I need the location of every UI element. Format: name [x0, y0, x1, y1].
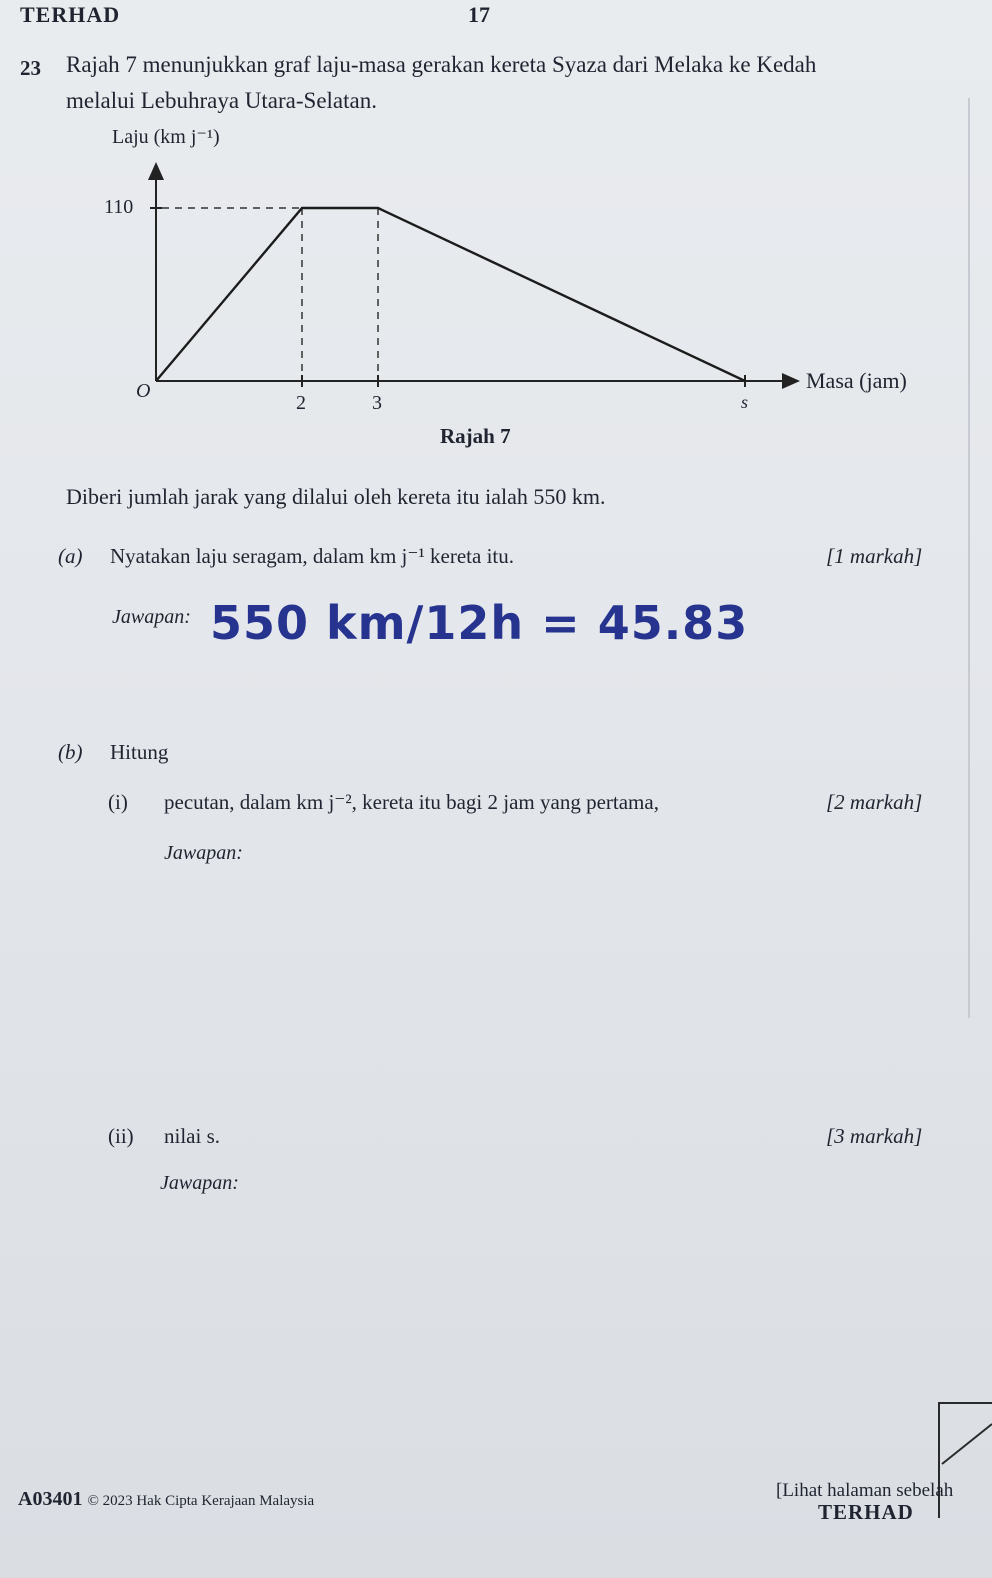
x-tick-label-3: 3 [372, 392, 382, 414]
y-tick-label-110: 110 [104, 196, 134, 218]
speed-line [156, 208, 745, 381]
x-tick-label-2: 2 [296, 392, 306, 414]
x-tick-label-s: s [741, 392, 749, 412]
x-axis-label: Masa (jam) [806, 368, 907, 393]
part-b-i-marks: [2 markah] [826, 790, 923, 814]
header-classification: TERHAD [20, 2, 121, 27]
part-b-i-text: pecutan, dalam km j⁻², kereta itu bagi 2 jam yang pertama, [164, 790, 659, 814]
part-b-ii-label: (ii) [108, 1124, 134, 1148]
copyright-text: © 2023 Hak Cipta Kerajaan Malaysia [87, 1493, 315, 1509]
question-text-line-1: Rajah 7 menunjukkan graf laju-masa gerakan kereta Syaza dari Melaka ke Kedah [66, 52, 817, 77]
y-axis-label: Laju (km j⁻¹) [112, 126, 220, 148]
paper-code: A03401 [18, 1488, 83, 1510]
footer-copyright-line [18, 1488, 314, 1511]
part-a-label: (a) [58, 544, 83, 568]
next-page-note: [Lihat halaman sebelah [776, 1480, 954, 1501]
part-a-text: Nyatakan laju seragam, dalam km j⁻¹ kereta itu. [110, 544, 514, 568]
part-a-handwritten-answer: 550 km/12h = 45.83 [210, 596, 749, 650]
part-b-i-label: (i) [108, 790, 128, 814]
question-text-line-2: melalui Lebuhraya Utara-Selatan. [66, 88, 377, 113]
part-b-label: (b) [58, 740, 83, 764]
part-b-ii-text: nilai s. [164, 1124, 220, 1148]
page-number: 17 [468, 2, 490, 27]
part-b-ii-answer-label: Jawapan: [160, 1172, 239, 1194]
question-number: 23 [20, 56, 41, 80]
footer-classification: TERHAD [818, 1500, 914, 1524]
part-a-answer-label: Jawapan: [112, 606, 191, 628]
part-b-i-answer-label: Jawapan: [164, 842, 243, 864]
given-statement: Diberi jumlah jarak yang dilalui oleh kereta itu ialah 550 km. [66, 484, 606, 509]
part-b-heading: Hitung [110, 740, 169, 764]
figure-caption: Rajah 7 [440, 424, 511, 448]
origin-label: O [136, 380, 151, 402]
part-a-marks: [1 markah] [826, 544, 923, 568]
part-b-ii-marks: [3 markah] [826, 1124, 923, 1148]
